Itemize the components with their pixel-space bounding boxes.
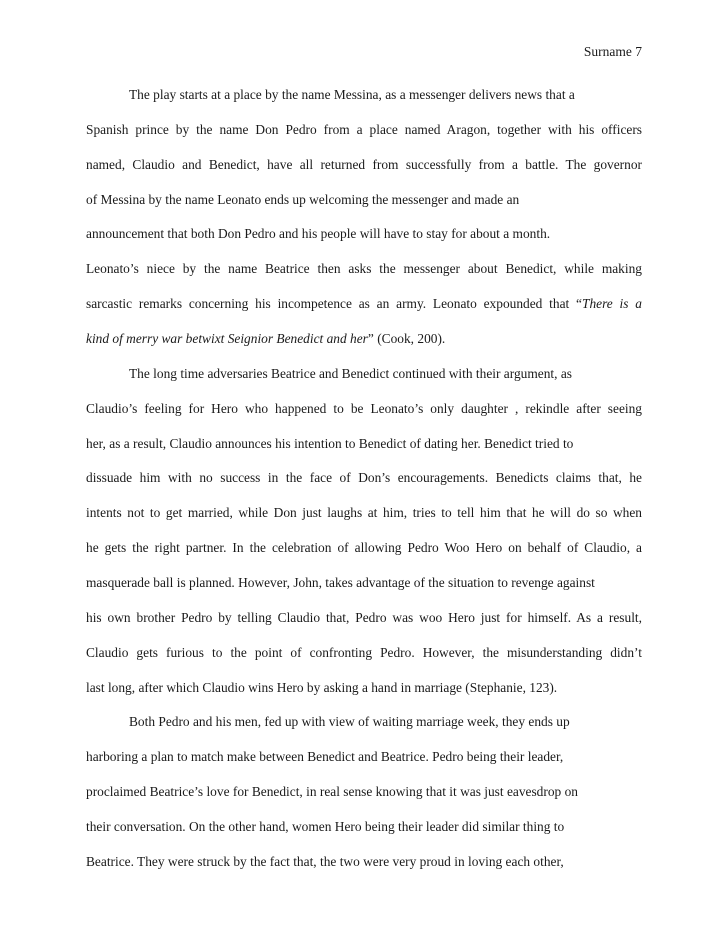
text-line: [86, 853, 564, 871]
italic-quote: There is a: [582, 296, 642, 312]
text-line: [129, 86, 575, 104]
text-segment: The play starts at a place by the name Messina, as a messenger delivers news that a: [129, 87, 575, 102]
text-line: [86, 539, 642, 557]
text-segment: dissuade him with no success in the face of Don’s encouragements. Benedicts claims that, he: [86, 470, 642, 486]
text-segment: sarcastic remarks concerning his incompetence as an army. Leonato expounded that “: [86, 296, 582, 312]
text-line: [86, 574, 595, 592]
text-segment: masquerade ball is planned. However, John, takes advantage of the situation to revenge against: [86, 574, 595, 590]
text-segment: Both Pedro and his men, fed up with view of waiting marriage week, they ends up: [129, 714, 570, 730]
text-segment: proclaimed Beatrice’s love for Benedict, in real sense knowing that it was just eavesdrop on: [86, 784, 578, 799]
text-segment: ” (Cook, 200).: [367, 331, 446, 346]
text-line: [86, 191, 519, 209]
text-line: [129, 365, 572, 383]
text-line: [86, 644, 642, 662]
text-segment: their conversation. On the other hand, women Hero being their leader did similar thing to: [86, 818, 565, 834]
text-segment: Leonato’s niece by the name Beatrice then asks the messenger about Benedict, while making: [86, 261, 642, 277]
text-line: [86, 295, 642, 313]
text-segment: Claudio gets furious to the point of confronting Pedro. However, the misunderstanding didn’t: [86, 644, 642, 660]
text-line: [86, 748, 563, 766]
text-segment: Claudio’s feeling for Hero who happened to be Leonato’s only daughter , rekindle after seeing: [86, 400, 643, 416]
text-segment: Spanish prince by the name Don Pedro from a place named Aragon, together with his officers: [86, 121, 643, 137]
text-segment: of Messina by the name Leonato ends up welcoming the messenger and made an: [86, 191, 520, 207]
italic-quote: kind of merry war betwixt Seignior Benedict and her: [86, 331, 368, 346]
text-line: [86, 679, 557, 697]
running-head: Surname 7: [583, 44, 642, 59]
text-segment: The long time adversaries Beatrice and Benedict continued with their argument, as: [129, 365, 572, 381]
text-line: [129, 713, 570, 731]
text-line: [86, 225, 550, 243]
text-segment: he gets the right partner. In the celebration of allowing Pedro Woo Hero on behalf of Claudio, a: [86, 540, 642, 555]
text-segment: named, Claudio and Benedict, have all returned from successfully from a battle. The governor: [86, 156, 642, 172]
text-segment: last long, after which Claudio wins Hero by asking a hand in marriage (Stephanie, 123).: [86, 679, 558, 695]
text-line: [86, 469, 642, 487]
text-line: [86, 121, 642, 139]
text-segment: her, as a result, Claudio announces his intention to Benedict of dating her. Benedict tried to: [86, 435, 574, 451]
text-line: [86, 260, 642, 278]
text-segment: announcement that both Don Pedro and his people will have to stay for about a month.: [86, 226, 551, 242]
text-line: [86, 818, 564, 836]
text-line: [86, 435, 573, 453]
text-segment: harboring a plan to match make between Benedict and Beatrice. Pedro being their leader,: [86, 749, 564, 765]
text-segment: his own brother Pedro by telling Claudio that, Pedro was woo Hero just for himself. As a result,: [86, 609, 642, 625]
text-line: [86, 783, 578, 801]
text-line: [86, 504, 642, 522]
text-line: [86, 609, 642, 627]
text-segment: Beatrice. They were struck by the fact that, the two were very proud in loving each other,: [86, 853, 564, 869]
text-line: [86, 156, 642, 174]
text-line: [86, 330, 445, 348]
text-line: [86, 400, 642, 418]
text-segment: intents not to get married, while Don just laughs at him, tries to tell him that he will do so when: [86, 505, 642, 521]
